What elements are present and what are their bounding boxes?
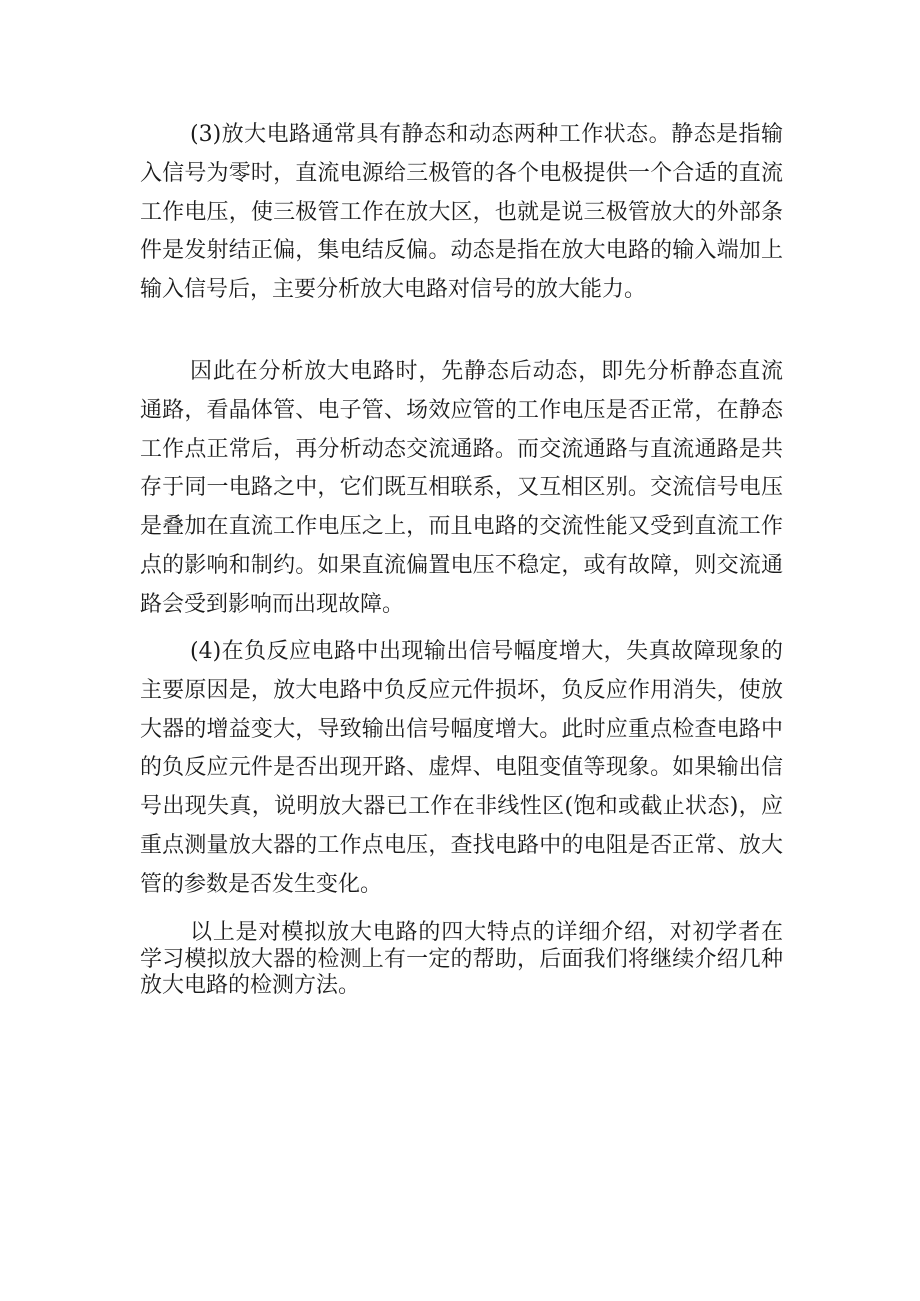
paragraph-4-negative-feedback: (4)在负反应电路中出现输出信号幅度增大，失真故障现象的主要原因是，放大电路中负反应元件损坏，负反应作用消失，使放大器的增益变大，导致输出信号幅度增大。此时应重点检查电路中的负反应元件是否出现开路、虚焊、电阻变值等现象。如果输出信号出现失真，说明放大器已工作在非线性区(饱和或截止状态)，应重点测量放大器的工作点电压，查找电路中的电阻是否正常、放大管的参数是否发生变化。: [140, 639, 783, 897]
paragraph-conclusion: 以上是对模拟放大电路的四大特点的详细介绍，对初学者在学习模拟放大器的检测上有一定的帮助，后面我们将继续介绍几种放大电路的检测方法。: [140, 920, 783, 998]
paragraph-analysis-order: 因此在分析放大电路时，先静态后动态，即先分析静态直流通路，看晶体管、电子管、场效应管的工作电压是否正常，在静态工作点正常后，再分析动态交流通路。而交流通路与直流通路是共存于同一电路之中，它们既互相联系，又互相区别。交流信号电压是叠加在直流工作电压之上，而且电路的交流性能又受到直流工作点的影响和制约。如果直流偏置电压不稳定，或有故障，则交流通路会受到影响而出现故障。: [140, 359, 783, 617]
paragraph-3-amplifier-states: (3)放大电路通常具有静态和动态两种工作状态。静态是指输入信号为零时，直流电源给三极管的各个电极提供一个合适的直流工作电压，使三极管工作在放大区，也就是说三极管放大的外部条件是发射结正偏，集电结反偏。动态是指在放大电路的输入端加上输入信号后，主要分析放大电路对信号的放大能力。: [140, 122, 783, 303]
